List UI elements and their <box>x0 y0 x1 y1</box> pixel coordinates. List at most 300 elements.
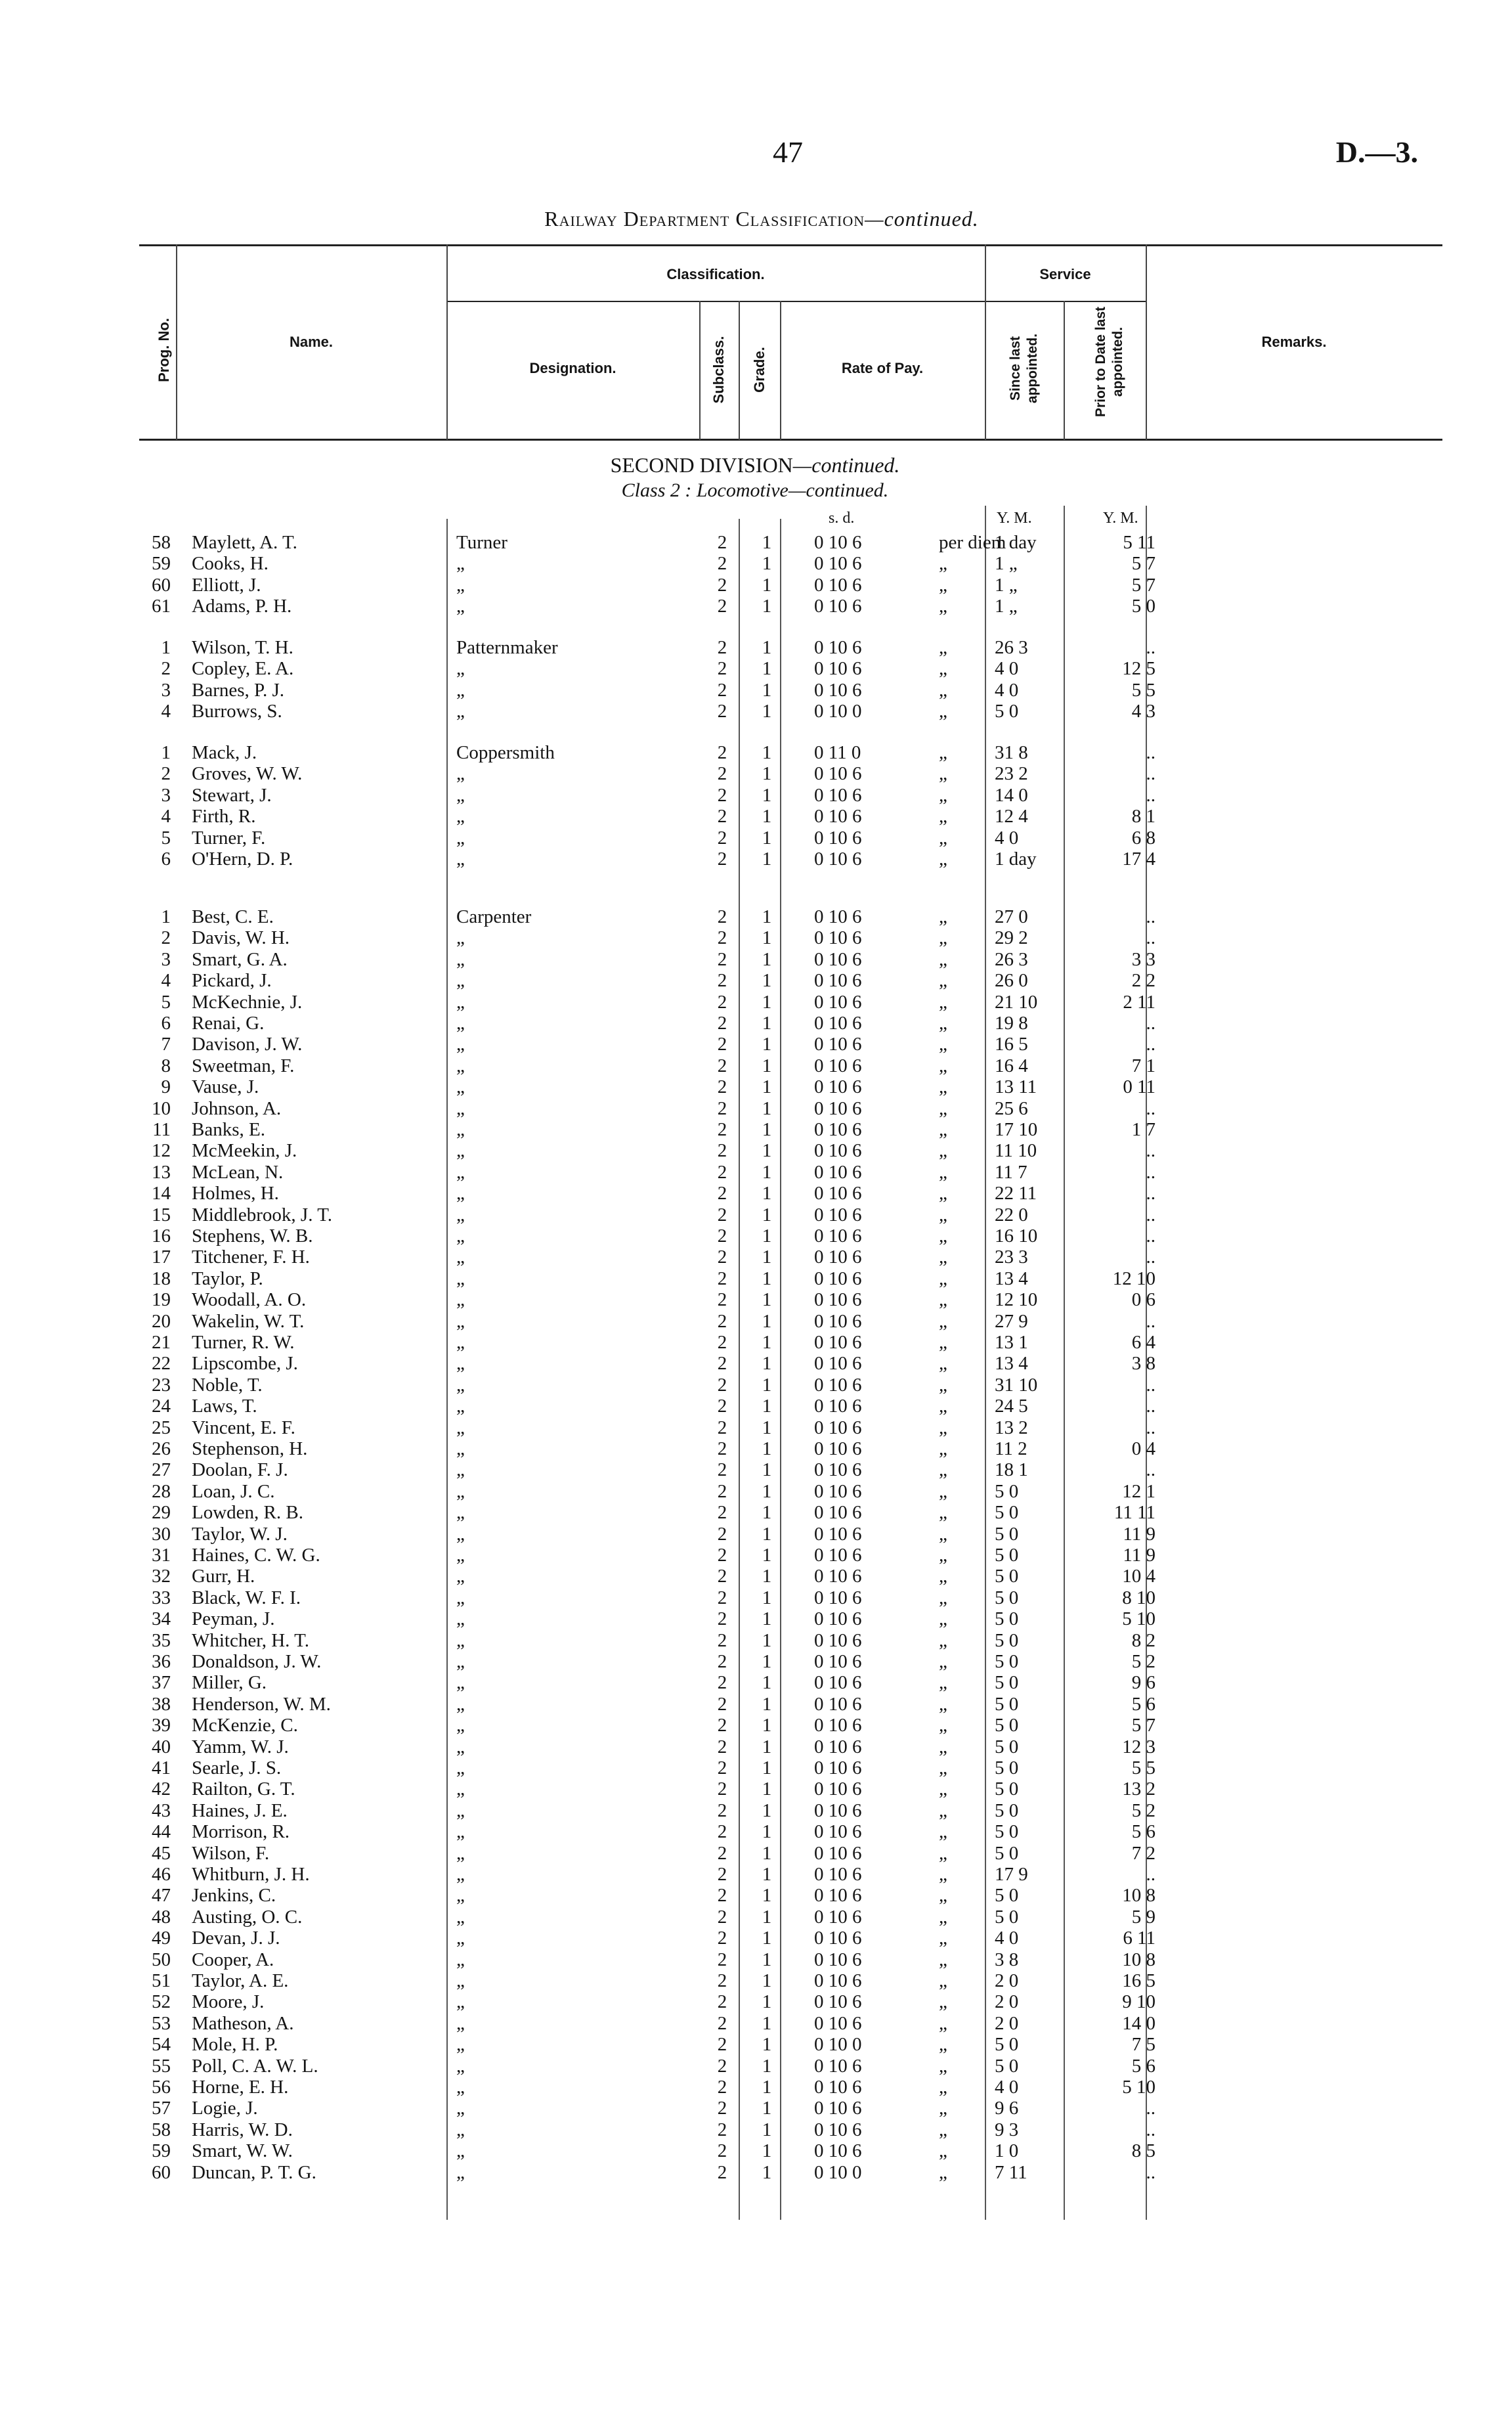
since-last-cell: 5 0 <box>995 1523 1019 1545</box>
designation-cell: „ <box>456 596 465 617</box>
prog-no-cell: 32 <box>152 1566 171 1587</box>
header-subclass: Subclass. <box>710 336 727 404</box>
grade-cell: 1 <box>762 1928 772 1949</box>
document-code: D.—3. <box>1335 135 1418 169</box>
name-cell: Whitburn, J. H. <box>192 1864 310 1885</box>
rate-suffix-cell: „ <box>939 2140 947 2162</box>
since-last-cell: 5 0 <box>995 2034 1019 2056</box>
rate-cell: 0 10 6 <box>814 1608 862 1630</box>
header-bottom-rule <box>139 439 1442 441</box>
subclass-cell: 2 <box>717 1396 727 1417</box>
prog-no-cell: 24 <box>152 1396 171 1417</box>
table-row <box>0 637 1512 659</box>
rate-suffix-cell: „ <box>939 596 947 617</box>
since-last-cell: 5 0 <box>995 1502 1019 1524</box>
name-cell: Adams, P. H. <box>192 596 292 617</box>
designation-cell: „ <box>456 1438 465 1459</box>
rate-suffix-cell: „ <box>939 948 947 970</box>
prior-to-date-cell: 7 1 <box>1131 1055 1156 1076</box>
rate-cell: 0 10 6 <box>814 2055 862 2077</box>
header-designation: Designation. <box>529 360 616 376</box>
name-cell: Logie, J. <box>192 2098 258 2119</box>
since-last-cell: 5 0 <box>995 1693 1019 1715</box>
since-last-cell: 26 0 <box>995 970 1028 992</box>
designation-cell: „ <box>456 1183 465 1204</box>
prog-no-cell: 12 <box>152 1140 171 1162</box>
name-cell: Copley, E. A. <box>192 658 294 680</box>
designation-cell: „ <box>456 2034 465 2056</box>
rate-suffix-cell: „ <box>939 806 947 828</box>
designation-cell: „ <box>456 679 465 701</box>
rate-suffix-cell: „ <box>939 1821 947 1843</box>
prog-no-cell: 35 <box>152 1629 171 1651</box>
rate-suffix-cell: „ <box>939 1396 947 1417</box>
prog-no-cell: 8 <box>161 1055 171 1076</box>
rate-cell: 0 10 6 <box>814 1736 862 1757</box>
name-cell: Johnson, A. <box>192 1097 282 1119</box>
name-cell: Renai, G. <box>192 1013 265 1034</box>
table-row <box>0 1375 1512 1396</box>
prog-no-cell: 20 <box>152 1310 171 1332</box>
prior-to-date-cell: .. <box>1146 1396 1156 1417</box>
since-last-cell: 13 4 <box>995 1353 1028 1375</box>
rate-cell: 0 10 6 <box>814 806 862 828</box>
table-row <box>0 2034 1512 2056</box>
since-last-cell: 5 0 <box>995 1651 1019 1672</box>
since-last-cell: 5 0 <box>995 1480 1019 1502</box>
since-last-cell: 5 0 <box>995 1885 1019 1907</box>
subclass-cell: 2 <box>717 1310 727 1332</box>
prior-to-date-cell: 5 10 <box>1122 2077 1156 2098</box>
table-row <box>0 596 1512 617</box>
rate-suffix-cell: „ <box>939 1119 947 1140</box>
since-last-cell: 3 8 <box>995 1949 1019 1970</box>
rate-suffix-cell: „ <box>939 1097 947 1119</box>
grade-cell: 1 <box>762 1268 772 1289</box>
subclass-cell: 2 <box>717 1693 727 1715</box>
grade-cell: 1 <box>762 1459 772 1481</box>
since-last-cell: 2 0 <box>995 1970 1019 1991</box>
since-last-cell: 26 3 <box>995 637 1028 658</box>
subclass-cell: 2 <box>717 1247 727 1268</box>
designation-cell: „ <box>456 1778 465 1800</box>
name-cell: Holmes, H. <box>192 1183 279 1204</box>
prog-no-cell: 23 <box>152 1374 171 1396</box>
since-last-cell: 16 10 <box>995 1225 1038 1247</box>
since-last-cell: 4 0 <box>995 1928 1019 1949</box>
prog-no-cell: 36 <box>152 1651 171 1672</box>
table-row <box>0 1545 1512 1566</box>
rate-suffix-cell: „ <box>939 827 947 849</box>
prog-no-cell: 25 <box>152 1417 171 1438</box>
name-cell: Austing, O. C. <box>192 1906 303 1928</box>
rate-cell: 0 10 6 <box>814 637 862 658</box>
designation-cell: „ <box>456 2161 465 2183</box>
name-cell: Donaldson, J. W. <box>192 1651 322 1672</box>
rate-cell: 0 10 0 <box>814 701 862 722</box>
rate-cell: 0 10 6 <box>814 553 862 575</box>
prior-to-date-cell: .. <box>1146 906 1156 927</box>
name-cell: Taylor, P. <box>192 1268 263 1289</box>
name-cell: Firth, R. <box>192 806 256 828</box>
rate-cell: 0 10 6 <box>814 1757 862 1778</box>
grade-cell: 1 <box>762 2161 772 2183</box>
grade-cell: 1 <box>762 970 772 992</box>
rate-suffix-cell: „ <box>939 2161 947 2183</box>
subclass-cell: 2 <box>717 948 727 970</box>
rate-suffix-cell: „ <box>939 1353 947 1375</box>
subclass-cell: 2 <box>717 1183 727 1204</box>
prior-to-date-cell: 5 6 <box>1131 2055 1156 2077</box>
header-rate-of-pay: Rate of Pay. <box>841 360 924 376</box>
classification-rule <box>446 301 1146 302</box>
subclass-cell: 2 <box>717 1672 727 1694</box>
designation-cell: „ <box>456 1289 465 1311</box>
table-row <box>0 927 1512 949</box>
since-last-cell: 16 4 <box>995 1055 1028 1076</box>
designation-cell: „ <box>456 784 465 806</box>
subclass-cell: 2 <box>717 1928 727 1949</box>
rate-suffix-cell: per diem <box>939 532 1006 553</box>
prior-to-date-cell: .. <box>1146 2161 1156 2183</box>
rate-suffix-cell: „ <box>939 1013 947 1034</box>
prior-to-date-cell: 5 11 <box>1123 532 1156 553</box>
prog-no-cell: 28 <box>152 1480 171 1502</box>
rate-suffix-cell: „ <box>939 1034 947 1055</box>
table-row <box>0 949 1512 971</box>
table-row <box>0 1183 1512 1204</box>
rate-cell: 0 10 6 <box>814 1715 862 1736</box>
rate-cell: 0 10 6 <box>814 991 862 1013</box>
grade-cell: 1 <box>762 1332 772 1353</box>
prior-to-date-cell: 3 3 <box>1131 948 1156 970</box>
rate-cell: 0 10 6 <box>814 1459 862 1481</box>
designation-cell: „ <box>456 1353 465 1375</box>
rate-suffix-cell: „ <box>939 1778 947 1800</box>
rate-suffix-cell: „ <box>939 1970 947 1991</box>
designation-cell: „ <box>456 1629 465 1651</box>
name-cell: Pickard, J. <box>192 970 272 992</box>
rate-suffix-cell: „ <box>939 658 947 680</box>
designation-cell: „ <box>456 948 465 970</box>
grade-cell: 1 <box>762 1396 772 1417</box>
since-last-cell: 5 0 <box>995 1715 1019 1736</box>
prog-no-cell: 11 <box>152 1119 171 1140</box>
rate-suffix-cell: „ <box>939 1055 947 1076</box>
designation-cell: „ <box>456 2077 465 2098</box>
name-cell: Jenkins, C. <box>192 1885 276 1907</box>
subclass-cell: 2 <box>717 970 727 992</box>
subclass-cell: 2 <box>717 1055 727 1076</box>
rate-cell: 0 10 6 <box>814 596 862 617</box>
rate-cell: 0 10 6 <box>814 1396 862 1417</box>
rate-suffix-cell: „ <box>939 1715 947 1736</box>
table-row <box>0 763 1512 785</box>
subclass-cell: 2 <box>717 1842 727 1864</box>
name-cell: Mack, J. <box>192 742 257 763</box>
subclass-cell: 2 <box>717 1119 727 1140</box>
subclass-cell: 2 <box>717 1268 727 1289</box>
grade-cell: 1 <box>762 991 772 1013</box>
prog-no-cell: 27 <box>152 1459 171 1481</box>
designation-cell: „ <box>456 658 465 680</box>
prior-to-date-cell: .. <box>1146 1864 1156 1885</box>
grade-cell: 1 <box>762 2119 772 2140</box>
prog-no-cell: 3 <box>161 679 171 701</box>
since-last-cell: 1 „ <box>995 574 1018 596</box>
grade-cell: 1 <box>762 1310 772 1332</box>
name-cell: Peyman, J. <box>192 1608 275 1630</box>
prog-no-cell: 47 <box>152 1885 171 1907</box>
rate-suffix-cell: „ <box>939 784 947 806</box>
name-cell: Taylor, W. J. <box>192 1523 288 1545</box>
grade-cell: 1 <box>762 1545 772 1566</box>
since-last-cell: 16 5 <box>995 1034 1028 1055</box>
name-cell: Groves, W. W. <box>192 763 303 785</box>
designation-cell: „ <box>456 1799 465 1821</box>
subclass-cell: 2 <box>717 2161 727 2183</box>
rate-suffix-cell: „ <box>939 1502 947 1524</box>
table-row <box>0 658 1512 680</box>
table-row <box>0 906 1512 928</box>
unit-ym-since: Y. M. <box>997 510 1032 527</box>
subclass-cell: 2 <box>717 1225 727 1247</box>
subclass-cell: 2 <box>717 1545 727 1566</box>
designation-cell: „ <box>456 1672 465 1694</box>
since-last-cell: 5 0 <box>995 1608 1019 1630</box>
rate-suffix-cell: „ <box>939 1608 947 1630</box>
unit-ym-prior: Y. M. <box>1103 510 1138 527</box>
rate-cell: 0 10 6 <box>814 1864 862 1885</box>
since-last-cell: 21 10 <box>995 991 1038 1013</box>
table-row <box>0 1566 1512 1587</box>
subclass-cell: 2 <box>717 1502 727 1524</box>
name-cell: Turner, R. W. <box>192 1332 295 1353</box>
rate-cell: 0 10 6 <box>814 2077 862 2098</box>
rate-cell: 0 10 6 <box>814 2119 862 2140</box>
table-row <box>0 2077 1512 2098</box>
since-last-cell: 11 2 <box>995 1438 1027 1459</box>
prior-to-date-cell: 5 10 <box>1122 1608 1156 1630</box>
name-cell: Black, W. F. I. <box>192 1587 301 1608</box>
grade-cell: 1 <box>762 2077 772 2098</box>
header-prior-to-date: Prior to Date last appointed. <box>1093 306 1125 418</box>
grade-cell: 1 <box>762 701 772 722</box>
rate-suffix-cell: „ <box>939 970 947 992</box>
table-row <box>0 1608 1512 1630</box>
subclass-cell: 2 <box>717 1757 727 1778</box>
name-cell: Turner, F. <box>192 827 266 849</box>
rate-cell: 0 10 6 <box>814 784 862 806</box>
prior-to-date-cell: 9 10 <box>1122 1991 1156 2013</box>
grade-cell: 1 <box>762 906 772 927</box>
table-row <box>0 1907 1512 1928</box>
name-cell: Burrows, S. <box>192 701 282 722</box>
grade-cell: 1 <box>762 553 772 575</box>
rate-suffix-cell: „ <box>939 1629 947 1651</box>
prog-no-cell: 58 <box>152 532 171 553</box>
header-remarks: Remarks. <box>1261 334 1327 350</box>
grade-cell: 1 <box>762 1587 772 1608</box>
prog-no-cell: 60 <box>152 2161 171 2183</box>
designation-cell: „ <box>456 1034 465 1055</box>
table-row <box>0 1034 1512 1055</box>
grade-cell: 1 <box>762 742 772 763</box>
prior-to-date-cell: 10 8 <box>1122 1885 1156 1907</box>
prog-no-cell: 45 <box>152 1842 171 1864</box>
rate-cell: 0 10 6 <box>814 1097 862 1119</box>
rate-suffix-cell: „ <box>939 2098 947 2119</box>
grade-cell: 1 <box>762 763 772 785</box>
prior-to-date-cell: 5 7 <box>1131 574 1156 596</box>
name-cell: Elliott, J. <box>192 574 261 596</box>
prior-to-date-cell: .. <box>1146 1374 1156 1396</box>
designation-cell: „ <box>456 2055 465 2077</box>
rate-suffix-cell: „ <box>939 574 947 596</box>
grade-cell: 1 <box>762 1247 772 1268</box>
rate-cell: 0 10 6 <box>814 1119 862 1140</box>
prior-to-date-cell: 8 1 <box>1131 806 1156 828</box>
grade-cell: 1 <box>762 1651 772 1672</box>
name-cell: Henderson, W. M. <box>192 1693 331 1715</box>
prog-no-cell: 53 <box>152 2012 171 2034</box>
prog-no-cell: 58 <box>152 2119 171 2140</box>
grade-cell: 1 <box>762 1183 772 1204</box>
prior-to-date-cell: 8 5 <box>1131 2140 1156 2162</box>
table-row <box>0 1247 1512 1268</box>
prog-no-cell: 48 <box>152 1906 171 1928</box>
since-last-cell: 13 4 <box>995 1268 1028 1289</box>
rate-cell: 0 10 6 <box>814 1374 862 1396</box>
header-since-last: Since last appointed. <box>1008 333 1040 404</box>
rate-cell: 0 10 6 <box>814 763 862 785</box>
prior-to-date-cell: 12 3 <box>1122 1736 1156 1757</box>
name-cell: Haines, J. E. <box>192 1799 288 1821</box>
prog-no-cell: 37 <box>152 1672 171 1694</box>
name-cell: Laws, T. <box>192 1396 257 1417</box>
grade-cell: 1 <box>762 1949 772 1970</box>
designation-cell: „ <box>456 1013 465 1034</box>
table-row <box>0 1140 1512 1162</box>
designation-cell: „ <box>456 1587 465 1608</box>
table-row <box>0 2119 1512 2141</box>
rate-cell: 0 10 6 <box>814 1034 862 1055</box>
rate-cell: 0 10 6 <box>814 1204 862 1225</box>
subclass-cell: 2 <box>717 1799 727 1821</box>
prog-no-cell: 39 <box>152 1715 171 1736</box>
rate-cell: 0 10 6 <box>814 1183 862 1204</box>
prog-no-cell: 46 <box>152 1864 171 1885</box>
rate-cell: 0 10 6 <box>814 1076 862 1098</box>
name-cell: Gurr, H. <box>192 1566 255 1587</box>
rate-cell: 0 10 6 <box>814 1480 862 1502</box>
prior-to-date-cell: 13 2 <box>1122 1778 1156 1800</box>
subclass-cell: 2 <box>717 1480 727 1502</box>
prog-no-cell: 21 <box>152 1332 171 1353</box>
since-last-cell: 5 0 <box>995 1736 1019 1757</box>
since-last-cell: 22 0 <box>995 1204 1028 1225</box>
prior-to-date-cell: .. <box>1146 2119 1156 2140</box>
name-cell: McKenzie, C. <box>192 1715 298 1736</box>
subclass-cell: 2 <box>717 806 727 828</box>
rate-cell: 0 11 0 <box>814 742 861 763</box>
grade-cell: 1 <box>762 2098 772 2119</box>
rate-suffix-cell: „ <box>939 849 947 870</box>
header-top-rule <box>139 244 1442 246</box>
name-cell: Barnes, P. J. <box>192 679 284 701</box>
prog-no-cell: 19 <box>152 1289 171 1311</box>
grade-cell: 1 <box>762 2034 772 2056</box>
table-row <box>0 1268 1512 1290</box>
name-cell: Stephens, W. B. <box>192 1225 313 1247</box>
prior-to-date-cell: .. <box>1146 1183 1156 1204</box>
rate-cell: 0 10 6 <box>814 1545 862 1566</box>
designation-cell: „ <box>456 806 465 828</box>
designation-cell: „ <box>456 2012 465 2034</box>
name-cell: Wakelin, W. T. <box>192 1310 305 1332</box>
name-cell: Woodall, A. O. <box>192 1289 307 1311</box>
prior-to-date-cell: .. <box>1146 1204 1156 1225</box>
prog-no-cell: 1 <box>161 637 171 658</box>
subclass-cell: 2 <box>717 574 727 596</box>
prog-no-cell: 15 <box>152 1204 171 1225</box>
prior-to-date-cell: .. <box>1146 1459 1156 1481</box>
designation-cell: „ <box>456 1608 465 1630</box>
since-last-cell: 17 9 <box>995 1864 1028 1885</box>
rate-suffix-cell: „ <box>939 637 947 658</box>
subclass-cell: 2 <box>717 784 727 806</box>
since-last-cell: 9 6 <box>995 2098 1019 2119</box>
name-cell: Noble, T. <box>192 1374 263 1396</box>
grade-cell: 1 <box>762 1821 772 1843</box>
rate-suffix-cell: „ <box>939 679 947 701</box>
table-row <box>0 992 1512 1013</box>
grade-cell: 1 <box>762 1480 772 1502</box>
table-row <box>0 1417 1512 1439</box>
table-row <box>0 1502 1512 1524</box>
grade-cell: 1 <box>762 2140 772 2162</box>
division-name: SECOND DIVISION <box>610 453 793 477</box>
prior-to-date-cell: 5 2 <box>1131 1651 1156 1672</box>
rate-cell: 0 10 6 <box>814 1949 862 1970</box>
rate-suffix-cell: „ <box>939 906 947 927</box>
designation-cell: „ <box>456 763 465 785</box>
designation-cell: „ <box>456 1651 465 1672</box>
since-last-cell: 5 0 <box>995 1566 1019 1587</box>
table-row <box>0 1864 1512 1886</box>
prior-to-date-cell: 7 5 <box>1131 2034 1156 2056</box>
prior-to-date-cell: 17 4 <box>1122 849 1156 870</box>
prior-to-date-cell: 12 1 <box>1122 1480 1156 1502</box>
designation-cell: „ <box>456 1693 465 1715</box>
prior-to-date-cell: .. <box>1146 637 1156 658</box>
since-last-cell: 23 2 <box>995 763 1028 785</box>
subclass-cell: 2 <box>717 637 727 658</box>
since-last-cell: 14 0 <box>995 784 1028 806</box>
since-last-cell: 27 9 <box>995 1310 1028 1332</box>
rate-cell: 0 10 0 <box>814 2034 862 2056</box>
prior-to-date-cell: 5 2 <box>1131 1799 1156 1821</box>
table-row <box>0 1396 1512 1417</box>
rate-cell: 0 10 6 <box>814 1438 862 1459</box>
prior-to-date-cell: 5 0 <box>1131 596 1156 617</box>
designation-cell: „ <box>456 574 465 596</box>
grade-cell: 1 <box>762 1715 772 1736</box>
rate-cell: 0 10 6 <box>814 1268 862 1289</box>
grade-cell: 1 <box>762 1119 772 1140</box>
prog-no-cell: 59 <box>152 553 171 575</box>
prior-to-date-cell: 12 10 <box>1112 1268 1156 1289</box>
